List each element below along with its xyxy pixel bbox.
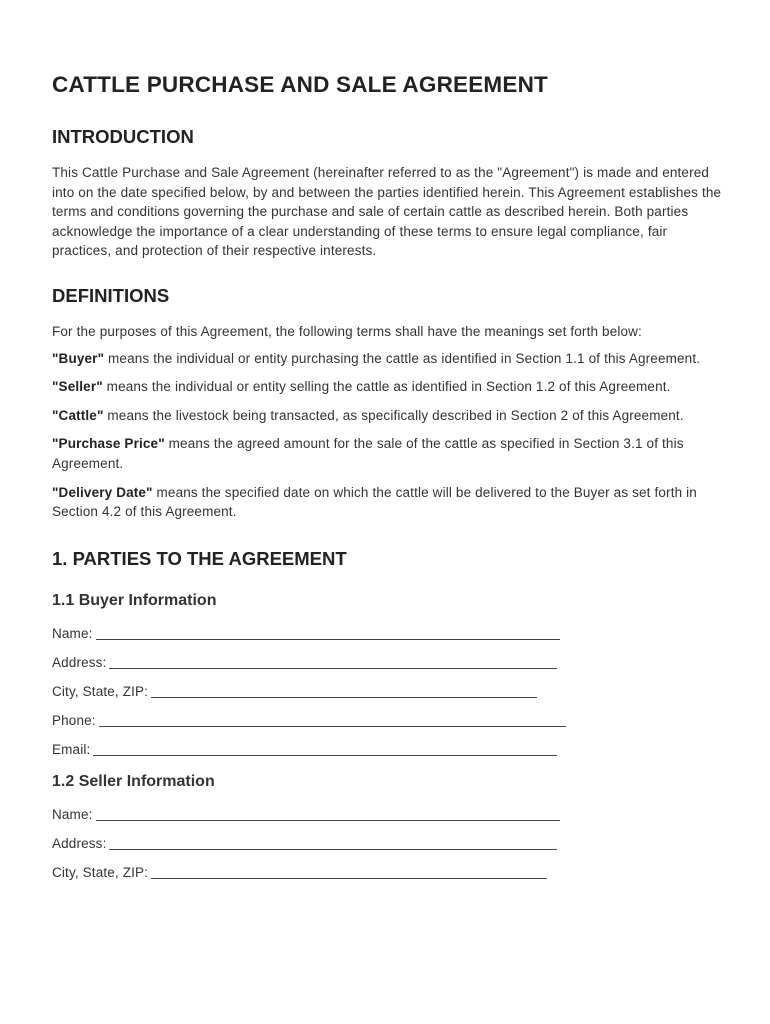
- definition-text: means the agreed amount for the sale of the cattle as specified in Section 3.1 of this Agreement.: [52, 436, 684, 471]
- field-label: Address:: [52, 835, 107, 851]
- buyer-email-field: [52, 740, 722, 759]
- seller-name-blank[interactable]: [96, 820, 560, 821]
- seller-heading: 1.2 Seller Information: [52, 772, 215, 790]
- agreement-document: [52, 70, 722, 892]
- seller-address-blank[interactable]: [109, 849, 557, 850]
- buyer-phone-blank[interactable]: [99, 726, 566, 727]
- buyer-heading: 1.1 Buyer Information: [52, 591, 217, 609]
- field-label: City, State, ZIP:: [52, 683, 149, 699]
- field-label: Address:: [52, 654, 107, 670]
- field-label: Name:: [52, 625, 93, 641]
- introduction-section: [52, 125, 722, 261]
- field-label: Name:: [52, 806, 93, 822]
- definition-seller: [52, 377, 722, 397]
- definition-buyer: [52, 349, 722, 369]
- seller-address-field: [52, 834, 722, 853]
- introduction-heading: INTRODUCTION: [52, 126, 194, 147]
- introduction-text: This Cattle Purchase and Sale Agreement (hereinafter referred to as the "Agreement") is made and entered into on the date specified below, by and between the parties identified herein. This Agreement establishes the terms and conditions governing the purchase and sale of certain cattle as described herein. Both parties acknowledge the importance of a clear understanding of these terms to ensure legal compliance, fair practices, and protection of their respective interests.: [52, 165, 722, 259]
- buyer-name-blank[interactable]: [96, 639, 560, 640]
- seller-name-field: [52, 805, 722, 824]
- definition-cattle: [52, 406, 722, 426]
- definition-term: "Delivery Date": [52, 484, 153, 500]
- definition-text: means the individual or entity selling the cattle as identified in Section 1.2 of this Agreement.: [102, 379, 671, 395]
- document-title: CATTLE PURCHASE AND SALE AGREEMENT: [52, 72, 548, 97]
- buyer-address-blank[interactable]: [109, 668, 557, 669]
- definition-term: "Seller": [52, 379, 103, 395]
- parties-heading: 1. PARTIES TO THE AGREEMENT: [52, 547, 347, 569]
- definition-term: "Cattle": [52, 407, 104, 423]
- definition-text: means the livestock being transacted, as specifically described in Section 2 of this Agreement.: [103, 407, 684, 423]
- field-label: Phone:: [52, 712, 96, 728]
- definition-purchase-price: [52, 434, 722, 473]
- definitions-section: [52, 284, 722, 522]
- buyer-city-state-zip-field: [52, 682, 722, 701]
- buyer-name-field: [52, 624, 722, 643]
- buyer-phone-field: [52, 711, 722, 730]
- buyer-city-state-zip-blank[interactable]: [151, 697, 537, 698]
- field-label: City, State, ZIP:: [52, 864, 149, 880]
- definition-term: "Purchase Price": [52, 436, 165, 452]
- definition-text: means the individual or entity purchasing the cattle as identified in Section 1.1 of this Agreement.: [104, 350, 701, 366]
- seller-city-state-zip-blank[interactable]: [151, 878, 547, 879]
- definition-term: "Buyer": [52, 350, 105, 366]
- definition-delivery-date: [52, 483, 722, 522]
- seller-information: [52, 771, 722, 882]
- buyer-information: [52, 590, 722, 759]
- definitions-heading: DEFINITIONS: [52, 284, 170, 306]
- definitions-lead: For the purposes of this Agreement, the following terms shall have the meanings set forth below:: [52, 323, 642, 339]
- buyer-address-field: [52, 653, 722, 672]
- definition-text: means the specified date on which the cattle will be delivered to the Buyer as set forth in Section 4.2 of this Agreement.: [52, 484, 697, 520]
- field-label: Email:: [52, 741, 91, 757]
- seller-city-state-zip-field: [52, 863, 722, 882]
- buyer-email-blank[interactable]: [93, 755, 557, 756]
- parties-section: [52, 547, 722, 882]
